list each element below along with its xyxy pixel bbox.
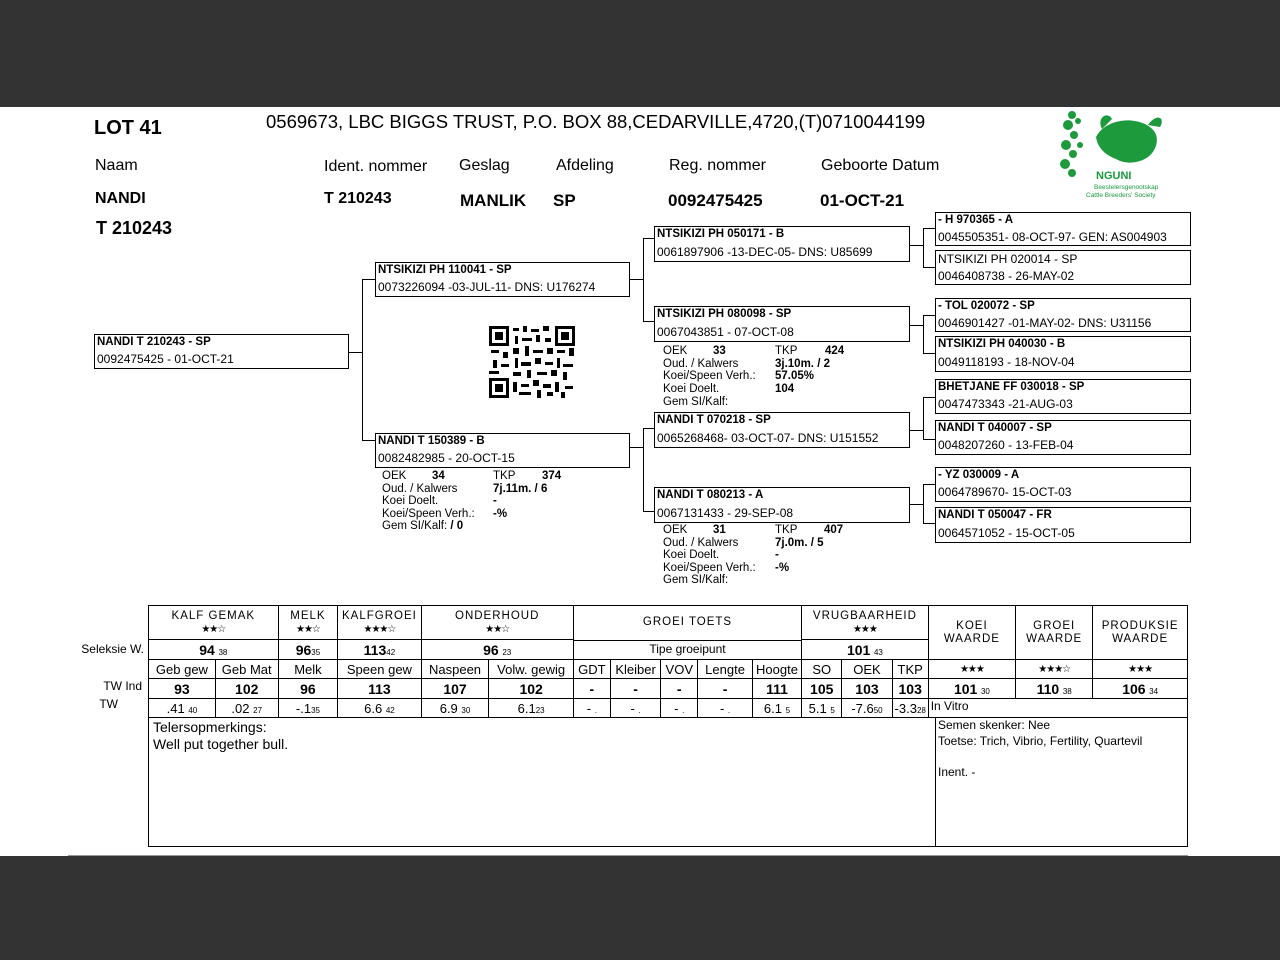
connector	[629, 279, 643, 280]
reg-value: 0092475425	[668, 191, 763, 210]
col-speen-gew: Speen gew	[338, 660, 421, 679]
tw-value: - .	[573, 699, 610, 718]
connector	[909, 430, 923, 431]
ind-value: 111	[752, 679, 801, 699]
connector	[629, 447, 643, 448]
ind-value: 113	[338, 679, 421, 699]
semen-donor: Semen skenker: Nee	[938, 718, 1051, 732]
tw-value: .41 40	[149, 699, 216, 718]
group-melk: MELK ★★☆	[278, 606, 338, 640]
group-kalfgroei: KALFGROEI ★★★☆	[338, 606, 421, 640]
col-tkp: TKP	[892, 660, 928, 679]
connector	[909, 504, 923, 505]
col-vov: VOV	[661, 660, 698, 679]
connector	[923, 228, 924, 267]
connector	[348, 352, 362, 353]
lot-number: LOT 41	[94, 117, 162, 139]
tw-value: 6.123	[489, 699, 573, 718]
inoculation: Inent. -	[938, 765, 976, 779]
svg-text:Beestelersgenootskap: Beestelersgenootskap	[1094, 184, 1159, 191]
connector	[362, 279, 363, 440]
pedigree-sire-dam: NTSIKIZI PH 080098 - SP 0067043851 - 07-OCT-08	[654, 306, 910, 342]
pedigree-dam-sire: NANDI T 070218 - SP 0065268468- 03-OCT-07- DNS: U151552	[654, 412, 910, 448]
animal-name: NANDI	[95, 190, 146, 207]
sel-kalf: 94 38	[149, 640, 279, 660]
group-produksie-waarde: PRODUKSIE WAARDE	[1093, 606, 1188, 660]
tw-value: .02 27	[215, 699, 278, 718]
col-volw-gewig: Volw. gewig	[489, 660, 573, 679]
row-label-tw-ind: TW Ind	[103, 679, 142, 693]
owner-line: 0569673, LBC BIGGS TRUST, P.O. BOX 88,CEDARVILLE,4720,(T)0710044199	[266, 111, 926, 132]
connector	[923, 397, 924, 439]
groei-waarde-value: 110 38	[1016, 679, 1093, 699]
stars-vrugbaarheid: ★★★	[852, 623, 877, 635]
tw-value: -3.328	[892, 699, 928, 718]
ind-value: 103	[892, 679, 928, 699]
group-koei-waarde: KOEI WAARDE	[928, 606, 1015, 660]
label-naam: Naam	[95, 157, 138, 174]
tw-value: - .	[610, 699, 660, 718]
svg-text:NGUNI: NGUNI	[1096, 170, 1132, 182]
connector	[909, 325, 923, 326]
stars-onderhoud: ★★☆	[485, 623, 510, 635]
stars-kalfgroei: ★★★☆	[363, 623, 396, 635]
side-notes	[935, 717, 1188, 847]
label-reg: Reg. nommer	[669, 157, 766, 174]
svg-text:Cattle Breeders' Society: Cattle Breeders' Society	[1086, 192, 1156, 199]
col-geb-mat: Geb Mat	[215, 660, 278, 679]
pedigree-dam: NANDI T 150389 - B 0082482985 - 20-OCT-15	[375, 433, 630, 468]
stars-produksie-waarde: ★★★	[1093, 660, 1188, 679]
pedigree-sire: NTSIKIZI PH 110041 - SP 0073226094 -03-JUL-11- DNS: U176274	[375, 262, 630, 297]
dam-stats: OEK 34 TKP 374 Oud. / Kalwers 7j.11m. / 6 Koei Doelt. - Koei/Speen Verh.: -% Gem SI/Kalf: / 0	[382, 470, 562, 532]
col-gdt: GDT	[573, 660, 610, 679]
label-ident: Ident. nommer	[324, 158, 428, 175]
pedigree-dam-dam: NANDI T 080213 - A 0067131433 - 29-SEP-08	[654, 487, 910, 523]
row-label-seleksie: Seleksie W.	[81, 642, 144, 656]
dob-value: 01-OCT-21	[820, 191, 905, 210]
tattoo-value: T 210243	[96, 218, 173, 238]
qr-code	[489, 326, 575, 398]
group-kalf-gemak: KALF GEMAK ★★☆	[149, 606, 279, 640]
group-onderhoud: ONDERHOUD ★★☆	[421, 606, 573, 640]
ident-number: T 210243	[324, 190, 392, 207]
stars-groei-waarde: ★★★☆	[1016, 660, 1093, 679]
col-naspeen: Naspeen	[421, 660, 489, 679]
connector	[362, 440, 376, 441]
stars-koei-waarde: ★★★	[928, 660, 1015, 679]
sel-vrugbaarheid: 101 43	[802, 640, 929, 660]
ind-value: 102	[215, 679, 278, 699]
stars-melk: ★★☆	[295, 623, 320, 635]
breeding-values-table	[148, 605, 1188, 718]
connector	[643, 428, 644, 511]
stars-kalf: ★★☆	[201, 623, 226, 635]
row-label-tw: TW	[99, 697, 118, 711]
pedigree-gg-7: - YZ 030009 - A 0064789670- 15-OCT-03	[935, 467, 1191, 502]
sel-melk: 9635	[278, 640, 338, 660]
label-afdeling: Afdeling	[556, 157, 614, 174]
label-dob: Geboorte Datum	[821, 157, 940, 174]
cattle-head-icon	[1056, 107, 1171, 200]
ind-value: 103	[842, 679, 892, 699]
ind-value: 105	[802, 679, 842, 699]
tw-value: -.135	[278, 699, 338, 718]
col-so: SO	[802, 660, 842, 679]
in-vitro: In Vitro	[928, 699, 1187, 718]
ind-value: 102	[489, 679, 573, 699]
tw-value: -7.650	[842, 699, 892, 718]
tipe-groeipunt: Tipe groeipunt	[574, 640, 801, 658]
col-oek: OEK	[842, 660, 892, 679]
pedigree-gg-5: BHETJANE FF 030018 - SP 0047473343 -21-AUG-03	[935, 379, 1191, 414]
group-vrugbaarheid: VRUGBAARHEID ★★★	[802, 606, 929, 640]
col-geb-gew: Geb gew	[149, 660, 216, 679]
remarks-text: Well put together bull.	[153, 736, 289, 752]
tests: Toetse: Trich, Vibrio, Fertility, Quartevil	[938, 734, 1143, 748]
remarks-box	[148, 717, 936, 847]
connector	[643, 238, 644, 321]
tw-value: 6.1 5	[752, 699, 801, 718]
label-geslag: Geslag	[459, 157, 510, 174]
pedigree-gg-6: NANDI T 040007 - SP 0048207260 - 13-FEB-04	[935, 420, 1191, 455]
pedigree-gg-2: NTSIKIZI PH 020014 - SP 0046408738 - 26-MAY-02	[935, 250, 1191, 285]
pedigree-gg-3: - TOL 020072 - SP 0046901427 -01-MAY-02- DNS: U31156	[935, 298, 1191, 332]
tw-value: 6.6 42	[338, 699, 421, 718]
ind-value: -	[698, 679, 753, 699]
ind-value: 96	[278, 679, 338, 699]
ind-value: -	[610, 679, 660, 699]
group-groei-waarde: GROEI WAARDE	[1016, 606, 1093, 660]
col-kleiber: Kleiber	[610, 660, 660, 679]
connector	[362, 279, 376, 280]
col-melk: Melk	[278, 660, 338, 679]
col-hoogte: Hoogte	[752, 660, 801, 679]
dam-dam-stats: OEK 31 TKP 407 Oud. / Kalwers 7j.0m. / 5 Koei Doelt. - Koei/Speen Verh.: -% Gem SI/Kalf:	[663, 524, 844, 586]
pedigree-sire-sire: NTSIKIZI PH 050171 - B 0061897906 -13-DEC-05- DNS: U85699	[654, 226, 910, 262]
connector	[909, 245, 923, 246]
sex-value: MANLIK	[460, 191, 527, 210]
nguni-logo	[1056, 107, 1171, 200]
section-value: SP	[553, 191, 576, 210]
tw-value: 6.9 30	[421, 699, 489, 718]
ind-value: 93	[149, 679, 216, 699]
lot-card	[0, 107, 1280, 856]
ind-value: -	[661, 679, 698, 699]
tw-value: - .	[661, 699, 698, 718]
connector	[923, 484, 924, 523]
connector	[923, 315, 924, 353]
pedigree-animal: NANDI T 210243 - SP 0092475425 - 01-OCT-21	[94, 334, 349, 369]
ind-value: 107	[421, 679, 489, 699]
col-lengte: Lengte	[698, 660, 753, 679]
group-groei-toets: GROEI TOETS Tipe groeipunt	[573, 606, 801, 660]
remarks-title: Telersopmerkings:	[153, 719, 267, 735]
sel-kalfgroei: 11342	[338, 640, 421, 660]
sel-onderhoud: 96 23	[421, 640, 573, 660]
koei-waarde-value: 101 30	[928, 679, 1015, 699]
pedigree-gg-4: NTSIKIZI PH 040030 - B 0049118193 - 18-NOV-04	[935, 336, 1191, 372]
pedigree-gg-1: - H 970365 - A 0045505351- 08-OCT-97- GEN: AS004903	[935, 212, 1191, 246]
tw-value: - .	[698, 699, 753, 718]
tw-value: 5.1 5	[802, 699, 842, 718]
produksie-waarde-value: 106 34	[1093, 679, 1188, 699]
sire-dam-stats: OEK 33 TKP 424 Oud. / Kalwers 3j.10m. / 2 Koei/Speen Verh.: 57.05% Koei Doelt. 104 Gem SI/Kalf:	[663, 345, 845, 408]
pedigree-gg-8: NANDI T 050047 - FR 0064571052 - 15-OCT-05	[935, 507, 1191, 543]
ind-value: -	[573, 679, 610, 699]
bottom-rule	[68, 855, 1188, 856]
